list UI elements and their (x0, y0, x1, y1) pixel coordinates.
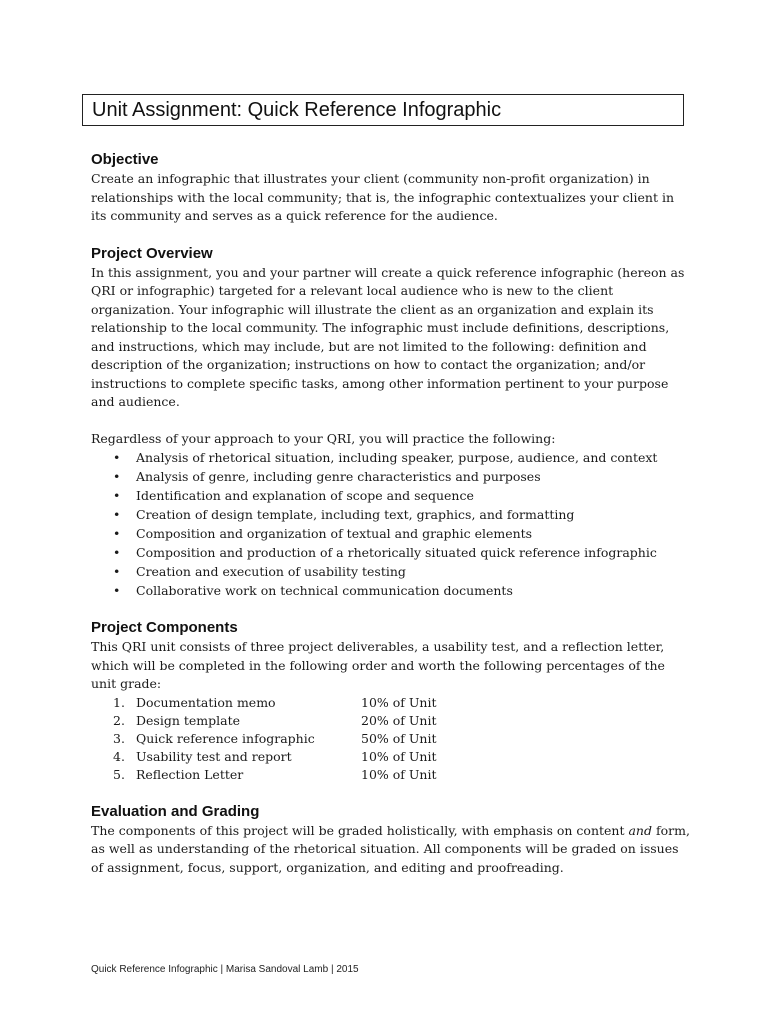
component-percent: 10% of Unit (361, 748, 437, 764)
component-item (91, 730, 691, 748)
practice-intro: Regardless of your approach to your QRI, you will practice the following: (91, 430, 556, 446)
evaluation-text (91, 822, 691, 878)
page-footer: Quick Reference Infographic | Marisa Sandoval Lamb | 2015 (91, 964, 359, 975)
bullet-glyph: • (113, 469, 121, 484)
bullet-glyph: • (113, 545, 121, 560)
component-item (91, 712, 691, 730)
component-name: Documentation memo (136, 694, 276, 710)
evaluation-text-part: The components of this project will be graded holistically, with emphasis on content (91, 822, 629, 838)
list-item (91, 524, 691, 543)
bullet-glyph: • (113, 507, 121, 522)
component-name: Quick reference infographic (136, 730, 315, 746)
component-number: 1. (113, 694, 125, 710)
components-list (91, 694, 691, 784)
component-item (91, 766, 691, 784)
component-name: Usability test and report (136, 748, 292, 764)
overview-text: In this assignment, you and your partner will create a quick reference infographic (hereon as QRI or infographic) targeted for a relevant local audience who is new to the client organization. Your infographic will illustrate the client as an organization and explain its relationship to the local community. The infographic must include definitions, descriptions, and instructions, which may include, but are not limited to the following: definition and description of the organization; instructions on how to contact the organization; and/or instructions to complete specific tasks, among other information pertinent to your purpose and audience. (91, 264, 685, 409)
component-item (91, 694, 691, 712)
list-item (91, 467, 691, 486)
component-percent: 50% of Unit (361, 730, 437, 746)
component-percent: 20% of Unit (361, 712, 437, 728)
practice-list (91, 448, 691, 600)
component-percent: 10% of Unit (361, 766, 437, 782)
objective-text: Create an infographic that illustrates your client (community non-profit organization) in relationships with the local community; that is, the infographic contextualizes your client in its community and serves as a quick reference for the audience. (91, 171, 675, 223)
bullet-glyph: • (113, 450, 121, 465)
list-item-text: Identification and explanation of scope and sequence (136, 488, 474, 503)
component-number: 3. (113, 730, 125, 746)
bullet-glyph: • (113, 526, 121, 541)
list-item-text: Composition and production of a rhetorically situated quick reference infographic (136, 545, 657, 560)
component-item (91, 748, 691, 766)
list-item-text: Analysis of genre, including genre characteristics and purposes (136, 469, 541, 484)
component-number: 4. (113, 748, 125, 764)
objective-heading: Objective (91, 151, 159, 168)
list-item-text: Creation of design template, including text, graphics, and formatting (136, 507, 575, 522)
component-name: Reflection Letter (136, 766, 244, 782)
evaluation-text-part: form, as well as understanding of the rhetorical situation. All components will be graded on issues of assignment, focus, support, organization, and editing and proofreading. (91, 822, 690, 875)
component-number: 5. (113, 766, 125, 782)
list-item (91, 448, 691, 467)
list-item-text: Composition and organization of textual and graphic elements (136, 526, 533, 541)
document-body (91, 150, 691, 877)
bullet-glyph: • (113, 564, 121, 579)
list-item (91, 562, 691, 581)
list-item-text: Collaborative work on technical communication documents (136, 583, 513, 598)
list-item-text: Analysis of rhetorical situation, including speaker, purpose, audience, and context (136, 450, 658, 465)
list-item (91, 486, 691, 505)
bullet-glyph: • (113, 488, 121, 503)
component-percent: 10% of Unit (361, 694, 437, 710)
bullet-glyph: • (113, 583, 121, 598)
evaluation-heading: Evaluation and Grading (91, 802, 260, 820)
component-name: Design template (136, 712, 241, 728)
list-item-text: Creation and execution of usability testing (136, 564, 406, 579)
list-item (91, 581, 691, 600)
components-text: This QRI unit consists of three project deliverables, a usability test, and a reflection letter, which will be completed in the following order and worth the following percentages of the unit grade: (91, 639, 665, 691)
overview-heading: Project Overview (91, 244, 213, 262)
evaluation-text-emphasis: and (628, 822, 652, 838)
component-number: 2. (113, 712, 125, 728)
list-item (91, 543, 691, 562)
list-item (91, 505, 691, 524)
page-title: Unit Assignment: Quick Reference Infographic (82, 94, 684, 126)
components-heading: Project Components (91, 619, 238, 636)
